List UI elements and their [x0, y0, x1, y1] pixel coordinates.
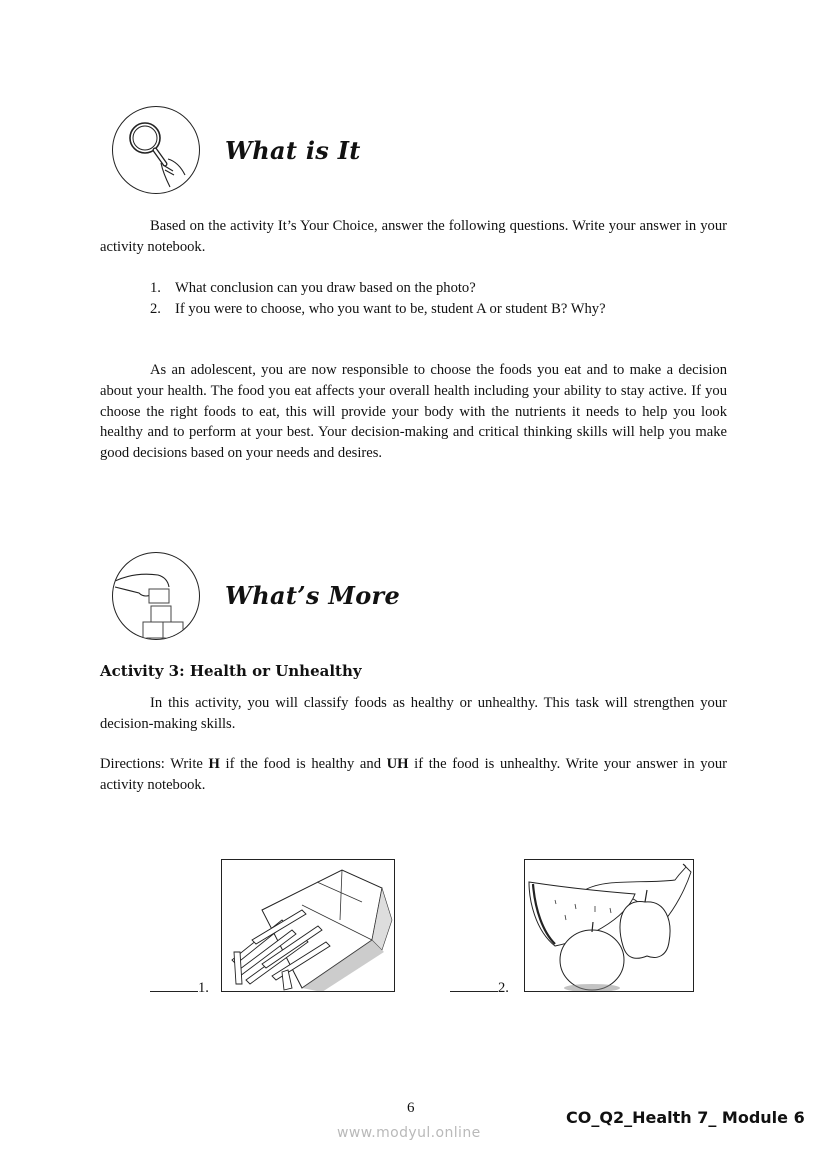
activity-intro-text: In this activity, you will classify foods as healthy or unhealthy. This task will strengthen your decision-making skills.	[100, 695, 727, 732]
answer-line[interactable]	[450, 977, 498, 992]
page-number: 6	[407, 1100, 415, 1116]
section-title-whats-more: What’s More	[225, 581, 401, 610]
question-item	[150, 299, 740, 320]
french-fries-illustration	[221, 859, 395, 992]
module-code: CO_Q2_Health 7_ Module 6	[566, 1108, 805, 1127]
intro-text: Based on the activity It’s Your Choice, answer the following questions. Write your answer in your activity notebook.	[100, 218, 727, 255]
stacking-blocks-hand-icon	[112, 552, 200, 640]
directions-text: Directions: Write	[100, 756, 209, 772]
answer-blank-1[interactable]	[150, 977, 209, 997]
question-number: 1.	[150, 280, 161, 296]
activity-directions	[100, 754, 727, 796]
question-list	[150, 278, 740, 320]
activity-title: Activity 3: Health or Unhealthy	[100, 662, 362, 680]
unhealthy-code: UH	[386, 756, 409, 772]
item-number: 1.	[198, 980, 209, 996]
item-number: 2.	[498, 980, 509, 996]
watermark: www.modyul.online	[337, 1125, 481, 1141]
what-is-it-intro	[100, 216, 727, 258]
healthy-code: H	[208, 756, 220, 772]
section-title-what-is-it: What is It	[225, 136, 361, 165]
activity-intro	[100, 693, 727, 735]
directions-text: if the food is unhealthy. Write your answer in your activity notebook.	[100, 756, 728, 793]
answer-line[interactable]	[150, 977, 198, 992]
directions-text: if the food is healthy and	[219, 756, 387, 772]
fruits-illustration	[524, 859, 694, 992]
question-item	[150, 278, 740, 299]
question-text: If you were to choose, who you want to be, student A or student B? Why?	[175, 300, 606, 317]
question-text: What conclusion can you draw based on the photo?	[175, 280, 476, 296]
magnifying-glass-hand-icon	[112, 106, 200, 194]
answer-blank-2[interactable]	[450, 977, 509, 997]
what-is-it-body	[100, 360, 727, 464]
question-number: 2.	[150, 300, 161, 317]
body-text: As an adolescent, you are now responsible to choose the foods you eat and to make a decision about your health. The food you eat affects your overall health including your ability to stay active. If you choose the right foods to eat, this will provide your body with the nutrients it needs to help you look healthy and to perform at your best. Your decision-making and critical thinking skills will help you make good decisions based on your needs and desires.	[100, 362, 727, 462]
